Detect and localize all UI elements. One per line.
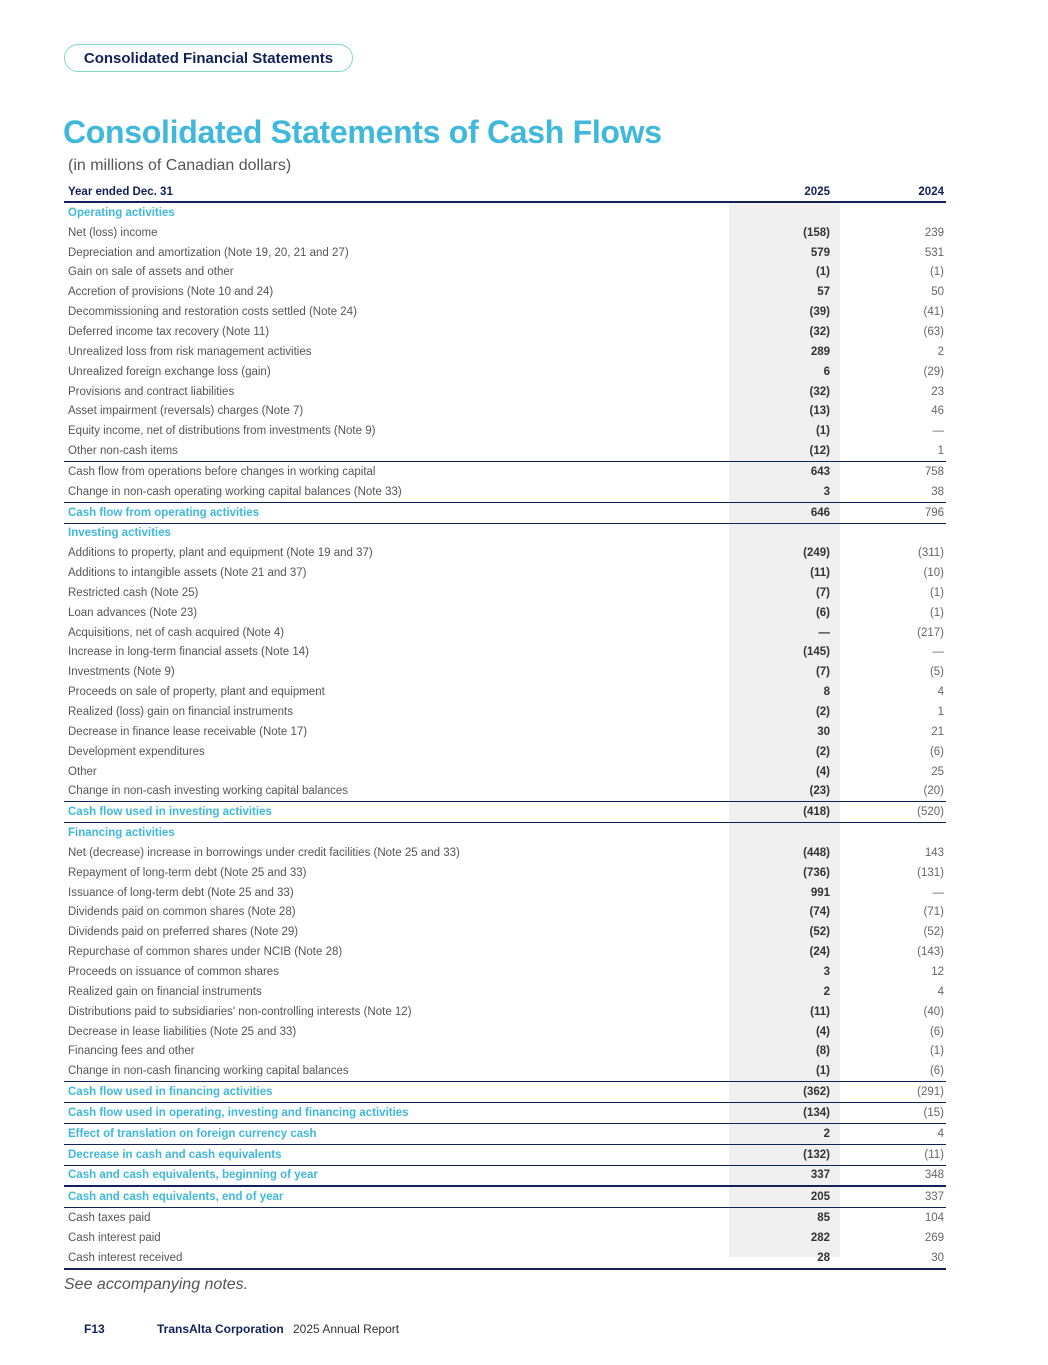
header-year-ended: Year ended Dec. 31 [68, 186, 173, 198]
value-2025: (24) [809, 946, 830, 959]
value-2025: (32) [809, 385, 830, 398]
value-2025: 991 [810, 886, 830, 899]
value-2025: (362) [803, 1086, 830, 1099]
row-label: Proceeds on sale of property, plant and equipment [68, 686, 325, 699]
value-2025: (2) [815, 706, 830, 719]
table-header-row [64, 183, 946, 203]
row-label: Proceeds on issuance of common shares [68, 965, 279, 978]
value-2025: 579 [810, 246, 830, 259]
value-2024: (40) [923, 1005, 944, 1018]
value-2025: (2) [815, 745, 830, 758]
value-2024: 531 [924, 246, 944, 259]
row-label: Gain on sale of assets and other [68, 266, 234, 279]
table-row [64, 342, 946, 362]
row-label: Dividends paid on preferred shares (Note 29) [68, 926, 299, 939]
value-2024: 21 [931, 725, 944, 738]
table-row [64, 441, 946, 461]
value-2025: (8) [815, 1045, 830, 1058]
table-row [64, 922, 946, 942]
table-row [64, 702, 946, 722]
value-2025: (4) [815, 1025, 830, 1038]
value-2025: 30 [817, 725, 830, 738]
row-label: Dividends paid on common shares (Note 28) [68, 906, 296, 919]
value-2025: 28 [817, 1251, 830, 1264]
value-2025: 3 [823, 485, 830, 498]
value-2024: 38 [931, 485, 944, 498]
section-tag: Consolidated Financial Statements [64, 44, 353, 72]
total-row [64, 1081, 946, 1103]
company-name: TransAlta Corporation [157, 1322, 284, 1336]
table-row [64, 781, 946, 801]
table-row [64, 322, 946, 342]
table-row [64, 962, 946, 982]
row-label: Loan advances (Note 23) [68, 606, 198, 619]
row-label: Net (loss) income [68, 226, 158, 239]
value-2024: (11) [924, 1148, 944, 1161]
row-label: Repayment of long-term debt (Note 25 and 33) [68, 866, 307, 879]
value-2024: (6) [929, 1065, 944, 1078]
table-row [64, 722, 946, 742]
row-label: Realized gain on financial instruments [68, 985, 262, 998]
value-2025: (23) [809, 785, 830, 798]
table-row [64, 243, 946, 263]
value-2025: 85 [817, 1212, 830, 1225]
row-label: Distributions paid to subsidiaries' non-controlling interests (Note 12) [68, 1005, 412, 1018]
table-row [64, 603, 946, 623]
row-label: Investments (Note 9) [68, 666, 175, 679]
value-2024: (1) [929, 266, 944, 279]
value-2025: 2 [823, 985, 830, 998]
row-label: Unrealized foreign exchange loss (gain) [68, 365, 271, 378]
table-body [64, 203, 946, 1270]
row-label: Change in non-cash investing working capital balances [68, 785, 349, 798]
table-row [64, 1228, 946, 1248]
value-2024: (311) [918, 547, 944, 560]
row-label: Cash flow used in financing activities [68, 1086, 273, 1099]
row-label: Financing fees and other [68, 1045, 195, 1058]
row-label: Acquisitions, net of cash acquired (Note 4) [68, 626, 285, 639]
value-2024: (291) [917, 1086, 944, 1099]
value-2024: 1 [937, 706, 944, 719]
value-2025: (132) [803, 1148, 830, 1161]
row-label: Restricted cash (Note 25) [68, 586, 199, 599]
value-2024: 4 [937, 985, 944, 998]
table-row [64, 883, 946, 903]
table-row [64, 461, 946, 482]
total-row [64, 1186, 946, 1208]
value-2024: (71) [923, 906, 944, 919]
table-row [64, 843, 946, 863]
value-2025: (145) [803, 646, 830, 659]
table-row [64, 362, 946, 382]
value-2025: — [818, 626, 830, 639]
value-2025: (418) [803, 806, 830, 819]
table-row [64, 263, 946, 283]
value-2024: (1) [929, 586, 944, 599]
table-row [64, 942, 946, 962]
value-2024: — [932, 425, 944, 438]
row-label: Change in non-cash operating working capital balances (Note 33) [68, 485, 402, 498]
value-2024: (41) [923, 306, 944, 319]
footnote: See accompanying notes. [64, 1276, 249, 1293]
row-label: Depreciation and amortization (Note 19, 20, 21 and 27) [68, 246, 349, 259]
value-2024: (15) [923, 1106, 944, 1119]
value-2025: 643 [810, 465, 830, 478]
table-row [64, 863, 946, 883]
value-2024: 12 [931, 965, 944, 978]
row-label: Realized (loss) gain on financial instruments [68, 706, 293, 719]
value-2024: 50 [931, 286, 944, 299]
cash-flow-table [64, 183, 946, 1270]
value-2024: (520) [917, 806, 944, 819]
value-2025: 2 [823, 1127, 830, 1140]
value-2025: (13) [809, 405, 830, 418]
table-row [64, 1022, 946, 1042]
total-row [64, 1103, 946, 1124]
table-row [64, 223, 946, 243]
value-2024: 239 [924, 226, 944, 239]
value-2024: 337 [924, 1191, 944, 1204]
value-2025: (52) [809, 926, 830, 939]
value-2025: 205 [810, 1191, 830, 1204]
value-2024: 23 [931, 385, 944, 398]
section-heading-row [64, 823, 946, 843]
total-row [64, 801, 946, 823]
table-row [64, 903, 946, 923]
value-2024: 25 [931, 765, 944, 778]
table-row [64, 583, 946, 603]
value-2024: 796 [924, 506, 944, 519]
total-row [64, 1166, 946, 1187]
row-label: Cash flow used in operating, investing and financing activities [68, 1106, 409, 1119]
value-2025: (1) [815, 266, 830, 279]
value-2024: (1) [929, 1045, 944, 1058]
value-2024: (10) [923, 567, 944, 580]
value-2024: (29) [923, 365, 944, 378]
value-2025: (7) [815, 666, 830, 679]
row-label: Development expenditures [68, 745, 205, 758]
units-subtitle: (in millions of Canadian dollars) [68, 157, 292, 174]
table-row [64, 302, 946, 322]
row-label: Additions to property, plant and equipment (Note 19 and 37) [68, 547, 373, 560]
value-2025: (158) [803, 226, 830, 239]
table-row [64, 662, 946, 682]
value-2024: 2 [937, 345, 944, 358]
row-label: Effect of translation on foreign currency cash [68, 1127, 317, 1140]
row-label: Other non-cash items [68, 445, 178, 458]
row-label: Deferred income tax recovery (Note 11) [68, 325, 270, 338]
value-2025: 337 [810, 1169, 830, 1182]
row-label: Decommissioning and restoration costs settled (Note 24) [68, 306, 357, 319]
table-row [64, 1248, 946, 1270]
row-label: Provisions and contract liabilities [68, 385, 235, 398]
table-row [64, 682, 946, 702]
value-2025: (11) [810, 567, 830, 580]
row-label: Repurchase of common shares under NCIB (Note 28) [68, 946, 343, 959]
total-row [64, 1124, 946, 1145]
row-label: Net (decrease) increase in borrowings under credit facilities (Note 25 and 33) [68, 846, 460, 859]
row-label: Cash flow from operations before changes in working capital [68, 465, 376, 478]
value-2024: — [932, 646, 944, 659]
value-2025: (1) [815, 425, 830, 438]
table-row [64, 1208, 946, 1228]
value-2025: (32) [809, 325, 830, 338]
row-label: Investing activities [68, 527, 171, 540]
table-row [64, 762, 946, 782]
row-label: Accretion of provisions (Note 10 and 24) [68, 286, 274, 299]
row-label: Change in non-cash financing working capital balances [68, 1065, 349, 1078]
value-2024: 269 [924, 1231, 944, 1244]
value-2024: (131) [917, 866, 944, 879]
value-2025: 8 [823, 686, 830, 699]
table-row [64, 401, 946, 421]
value-2024: 4 [937, 686, 944, 699]
value-2025: (4) [815, 765, 830, 778]
row-label: Additions to intangible assets (Note 21 and 37) [68, 567, 307, 580]
value-2024: (217) [917, 626, 944, 639]
value-2025: (39) [809, 306, 830, 319]
table-row [64, 282, 946, 302]
row-label: Cash flow from operating activities [68, 506, 260, 519]
row-label: Asset impairment (reversals) charges (Note 7) [68, 405, 304, 418]
section-heading-row [64, 524, 946, 544]
row-label: Decrease in cash and cash equivalents [68, 1148, 282, 1161]
value-2024: (20) [923, 785, 944, 798]
table-row [64, 742, 946, 762]
value-2024: (1) [929, 606, 944, 619]
value-2024: — [932, 886, 944, 899]
report-name: 2025 Annual Report [293, 1322, 400, 1336]
page-title: Consolidated Statements of Cash Flows [63, 114, 662, 150]
value-2025: 289 [810, 345, 830, 358]
row-label: Increase in long-term financial assets (Note 14) [68, 646, 309, 659]
value-2025: (736) [803, 866, 830, 879]
row-label: Equity income, net of distributions from investments (Note 9) [68, 425, 376, 438]
table-row [64, 1002, 946, 1022]
value-2025: (1) [815, 1065, 830, 1078]
row-label: Cash interest received [68, 1251, 183, 1264]
value-2025: (249) [803, 547, 830, 560]
value-2025: 57 [817, 286, 830, 299]
table-row [64, 623, 946, 643]
row-label: Financing activities [68, 827, 175, 840]
row-label: Cash flow used in investing activities [68, 806, 272, 819]
value-2024: 1 [937, 445, 944, 458]
value-2024: 348 [924, 1169, 944, 1182]
value-2024: 30 [931, 1251, 944, 1264]
value-2024: 104 [924, 1212, 944, 1225]
page-number: F13 [84, 1322, 105, 1336]
value-2025: (11) [810, 1005, 830, 1018]
row-label: Decrease in lease liabilities (Note 25 and 33) [68, 1025, 297, 1038]
value-2025: 646 [810, 506, 830, 519]
table-row [64, 563, 946, 583]
value-2025: (6) [815, 606, 830, 619]
table-row [64, 543, 946, 563]
table-row [64, 982, 946, 1002]
value-2024: (63) [923, 325, 944, 338]
value-2025: 3 [823, 965, 830, 978]
value-2024: 143 [924, 846, 944, 859]
total-row [64, 502, 946, 524]
value-2024: (6) [929, 745, 944, 758]
row-label: Decrease in finance lease receivable (Note 17) [68, 725, 308, 738]
table-row [64, 1061, 946, 1081]
table-row [64, 382, 946, 402]
value-2024: (6) [929, 1025, 944, 1038]
row-label: Cash taxes paid [68, 1212, 151, 1225]
value-2025: (12) [809, 445, 830, 458]
header-2024: 2024 [918, 186, 944, 198]
value-2025: 282 [810, 1231, 830, 1244]
row-label: Operating activities [68, 206, 175, 219]
header-2025: 2025 [804, 186, 830, 198]
section-heading-row [64, 203, 946, 223]
row-label: Issuance of long-term debt (Note 25 and 33) [68, 886, 294, 899]
value-2024: 46 [931, 405, 944, 418]
value-2025: (134) [803, 1106, 830, 1119]
value-2024: (143) [917, 946, 944, 959]
value-2024: 758 [924, 465, 944, 478]
table-row [64, 643, 946, 663]
row-label: Cash and cash equivalents, beginning of year [68, 1169, 318, 1182]
table-row [64, 482, 946, 502]
value-2024: (52) [923, 926, 944, 939]
row-label: Unrealized loss from risk management activities [68, 345, 312, 358]
row-label: Cash interest paid [68, 1231, 161, 1244]
table-row [64, 421, 946, 441]
table-row [64, 1041, 946, 1061]
value-2025: 6 [823, 365, 830, 378]
value-2025: (74) [809, 906, 830, 919]
value-2024: 4 [937, 1127, 944, 1140]
row-label: Other [68, 765, 97, 778]
value-2024: (5) [929, 666, 944, 679]
value-2025: (448) [803, 846, 830, 859]
value-2025: (7) [815, 586, 830, 599]
total-row [64, 1145, 946, 1166]
row-label: Cash and cash equivalents, end of year [68, 1191, 284, 1204]
